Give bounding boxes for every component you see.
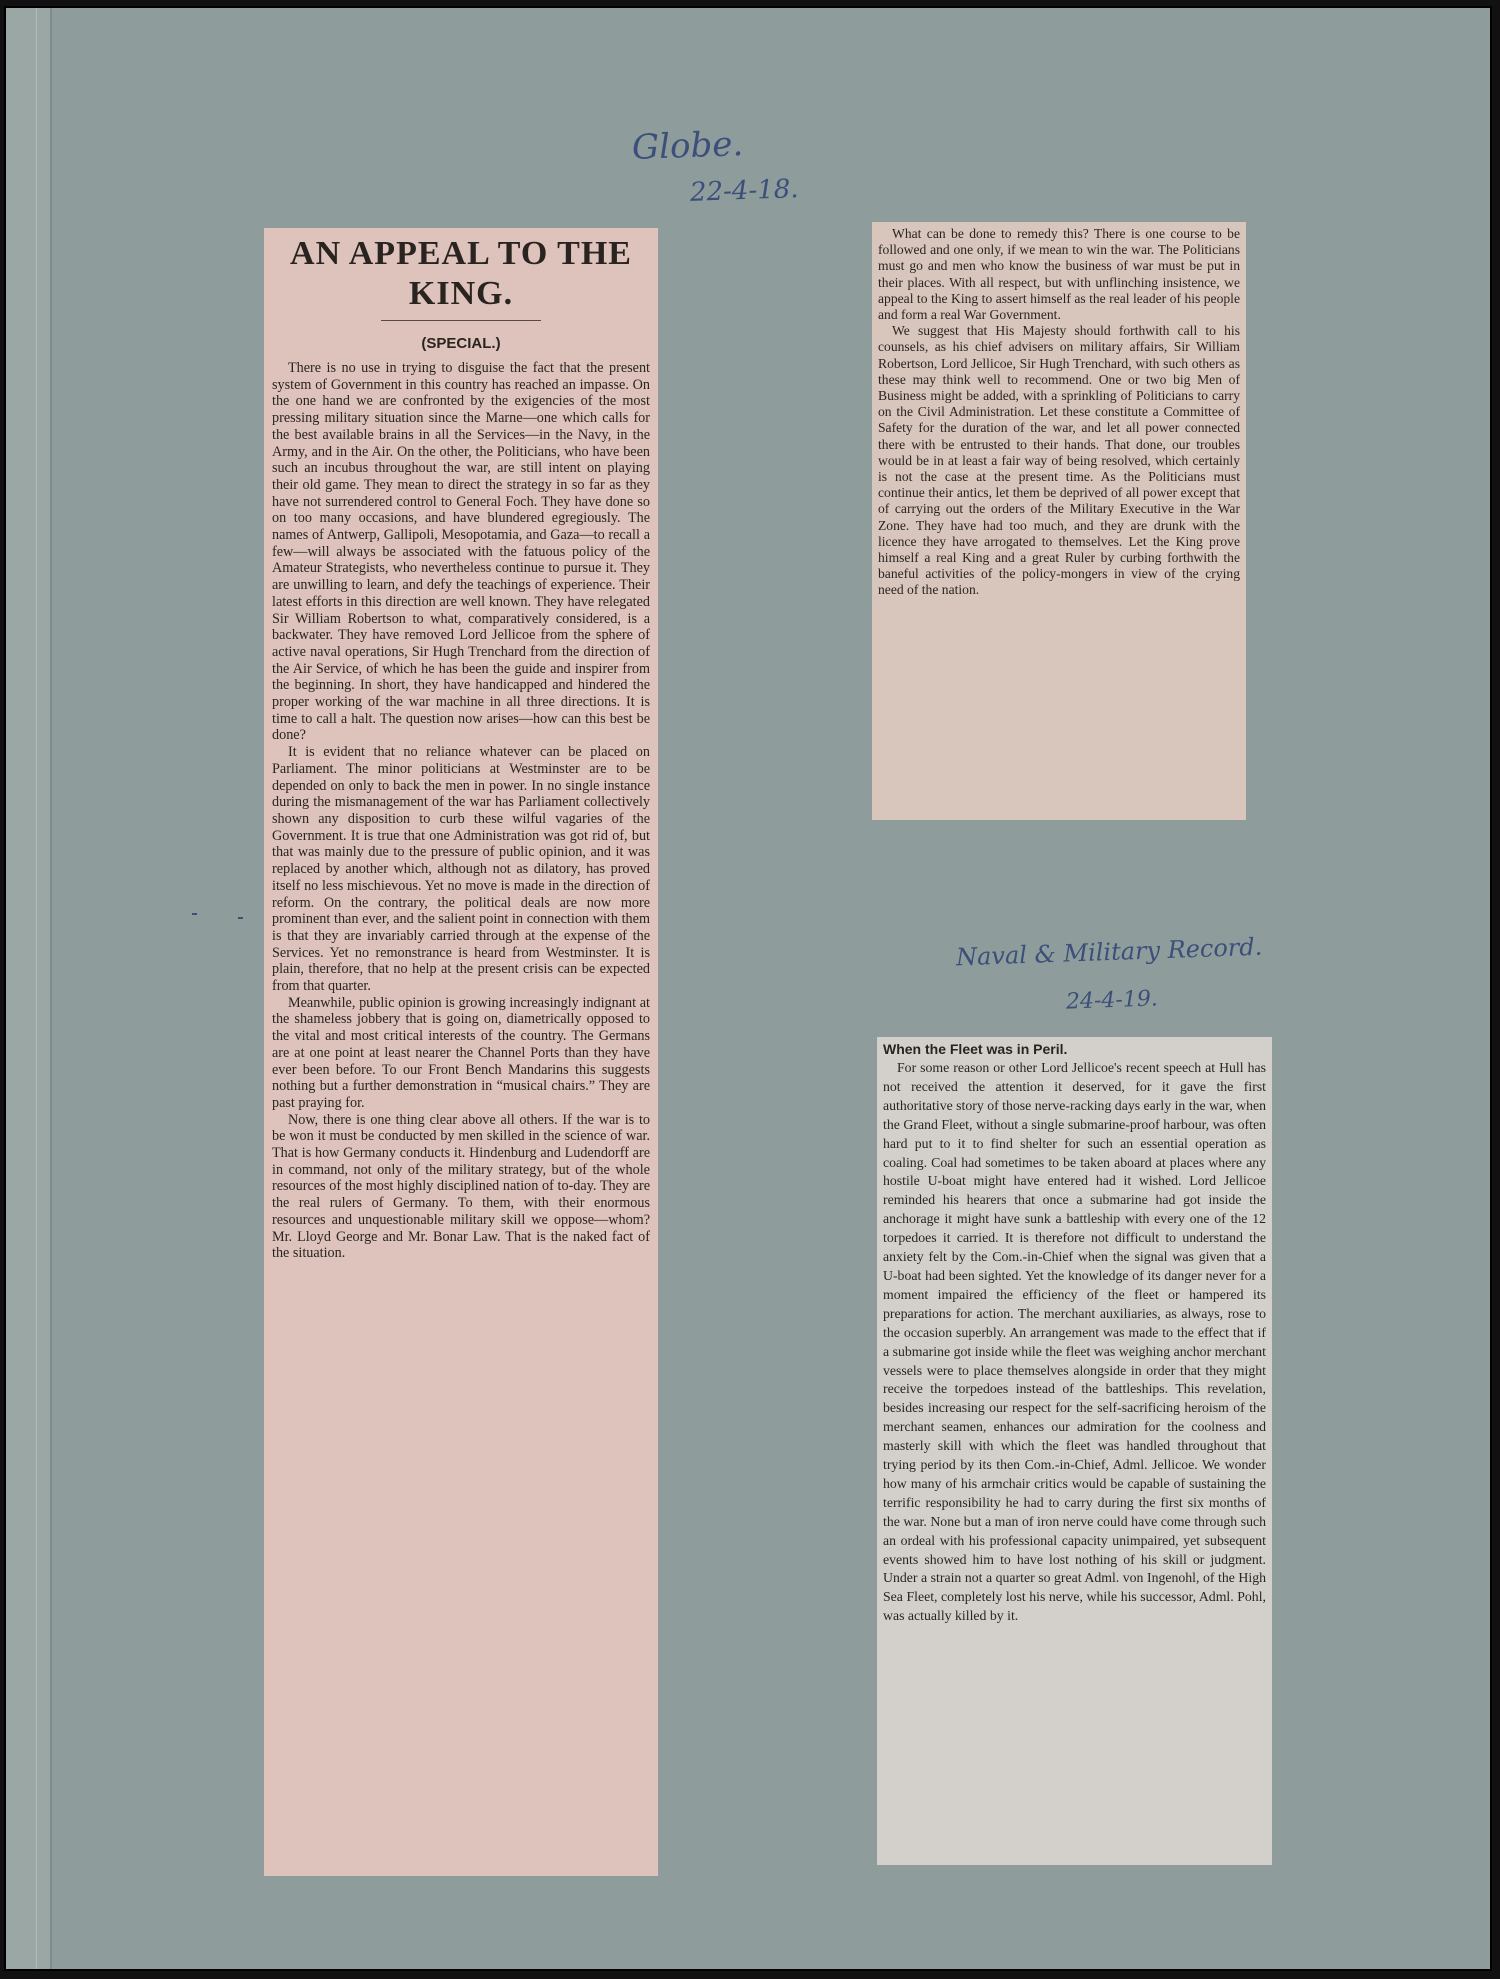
headline-rule [381, 320, 541, 321]
pencil-mark [238, 917, 243, 919]
clipping-fleet-in-peril [877, 1037, 1272, 1865]
paragraph: Now, there is one thing clear above all others. If the war is to be won it must be conducted by men skilled in the science of war. That is how Germany conducts it. Hindenburg and Ludendorff are in command, not only of the military strategy, but of the whole resources of the most highly disciplined nation of to-day. They are the real rulers of Germany. To them, with their enormous resources and unquestionable military skill we oppose—whom? Mr. Lloyd George and Mr. Bonar Law. That is the naked fact of the situation. [272, 1111, 650, 1262]
paragraph: For some reason or other Lord Jellicoe's recent speech at Hull has not received the attention it deserved, for it gave the first authoritative story of those nerve-racking days early in the war, when the Grand Fleet, without a single submarine-proof harbour, was often hard put to it to find shelter for such an essential operation as coaling. Coal had sometimes to be taken aboard at places where any hostile U-boat might have entered had it wished. Lord Jellicoe reminded his hearers that once a submarine had got inside the anchorage it might have sunk a battleship with every one of the 12 torpedoes it carried. It is therefore not difficult to understand the anxiety felt by the Com.-in-Chief when the signal was given that a U-boat had been sighted. Yet the knowledge of its danger never for a moment impaired the efficiency of the fleet or hampered its preparations for action. The merchant auxiliaries, as always, rose to the occasion superbly. An arrangement was made to the effect that if a submarine got inside while the fleet was weighing anchor merchant vessels were to place themselves alongside in order that they might receive the torpedoes instead of the battleships. This revelation, besides increasing our respect for the self-sacrificing heroism of the merchant seamen, enhances our admiration for the coolness and masterly skill with which the fleet was handled throughout that trying period by its then Com.-in-Chief, Adml. Jellicoe. We wonder how many of his armchair critics would be capable of sustaining the terrific responsibility he had to carry during the first six months of the war. None but a man of iron nerve could have come through such an ordeal with his professional capacity unimpaired, yet subsequent events showed him to have lost nothing of his skill or judgment. Under a strain not a quarter so great Adml. von Ingenohl, of the High Sea Fleet, completely lost his nerve, while his successor, Adml. Pohl, was actually killed by it. [883, 1060, 1266, 1624]
clipping-body [883, 1059, 1266, 1626]
clipping-subhead: (SPECIAL.) [421, 335, 501, 352]
clipping-body [272, 360, 650, 1262]
handwritten-date-globe: 22-4-18. [689, 174, 800, 208]
clipping-body [878, 226, 1240, 599]
clipping-headline: When the Fleet was in Peril. [883, 1041, 1068, 1057]
handwritten-date-naval: 24-4-19. [1065, 986, 1159, 1015]
clipping-appeal-continued [872, 222, 1246, 820]
paragraph: There is no use in trying to disguise the fact that the present system of Government in this country has reached an impasse. On the one hand we are confronted by the exigencies of the most pressing military situation since the Marne—one which calls for the best available brains in all the Services—in the Navy, in the Army, and in the Air. On the other, the Politicians, who have been such an incubus throughout the war, are still intent on playing their old game. They mean to direct the strategy in so far as they have not surrendered control to General Foch. They have done so on too many occasions, and have blundered egregiously. The names of Antwerp, Gallipoli, Mesopotamia, and Gaza—to recall a few—will always be associated with the fatuous policy of the Amateur Strategists, who nevertheless continue to pursue it. They are unwilling to learn, and defy the teachings of experience. Their latest efforts in this direction are well known. They have relegated Sir William Robertson to what, comparatively considered, is a backwater. They have removed Lord Jellicoe from the sphere of active naval operations, Sir Hugh Trenchard from the direction of the Air Service, of which he has been the guide and inspirer from the beginning. In short, they have handicapped and hindered the proper working of the war machine in all three directions. It is time to call a halt. The question now arises—how can this best be done? [272, 360, 650, 744]
clipping-headline: AN APPEAL TO THE KING. [290, 235, 632, 312]
pencil-mark [192, 913, 197, 915]
paragraph: What can be done to remedy this? There is one course to be followed and one only, if we mean to win the war. The Politicians must go and men who know the business of war must be put in their places. With all respect, but with unflinching insistence, we appeal to the King to assert himself as the real leader of his people and form a real War Government. [878, 226, 1240, 323]
paragraph: We suggest that His Majesty should forthwith call to his counsels, as his chief advisers on military affairs, Sir William Robertson, Lord Jellicoe, Sir Hugh Trenchard, with such others as these may think well to recommend. One or two big Men of Business might be added, with a sprinkling of Politicians to carry on the Civil Administration. Let these constitute a Committee of Safety for the duration of the war, and let all power connected there with be entrusted to their hands. That done, our troubles would be in at least a fair way of being resolved, which certainly is not the case at the present time. As the Politicians must continue their antics, let them be deprived of all power except that of carrying out the orders of the Military Executive in the War Zone. They have had too much, and they are drunk with the licence they have arrogated to themselves. Let the King prove himself a real King and a great Ruler by curbing forthwith the baneful activities of the policy-mongers in view of the crying need of the nation. [878, 323, 1240, 598]
album-page [4, 6, 1492, 1971]
handwritten-source-globe: Globe. [631, 124, 744, 168]
paragraph: It is evident that no reliance whatever can be placed on Parliament. The minor politicians at Westminster are to be depended on only to back the men in power. In no single instance during the mismanagement of the war has Parliament collectively shown any disposition to curb these wilful vagaries of the Government. It is true that one Administration was got rid of, but that was mainly due to the pressure of public opinion, and it was replaced by another which, although not as dilatory, has proved itself no less mischievous. Yet no move is made in the direction of reform. On the contrary, the political deals are now more prominent than ever, and the salient point in connection with them is that they are invariably carried through at the expense of the Services. Yet no remonstrance is heard from Westminster. It is plain, therefore, that no help at the present crisis can be expected from that quarter. [272, 744, 650, 995]
album-spine [6, 8, 52, 1969]
handwritten-source-naval: Naval & Military Record. [955, 932, 1263, 972]
clipping-appeal-to-the-king [264, 228, 658, 1876]
paragraph: Meanwhile, public opinion is growing increasingly indignant at the shameless jobbery that is going on, diametrically opposed to the vital and most critical interests of the country. The Germans are at one point at least nearer the Channel Ports than they have ever been before. To our Front Bench Mandarins this suggests nothing but a further demonstration in “musical chairs.” They are past praying for. [272, 994, 650, 1111]
